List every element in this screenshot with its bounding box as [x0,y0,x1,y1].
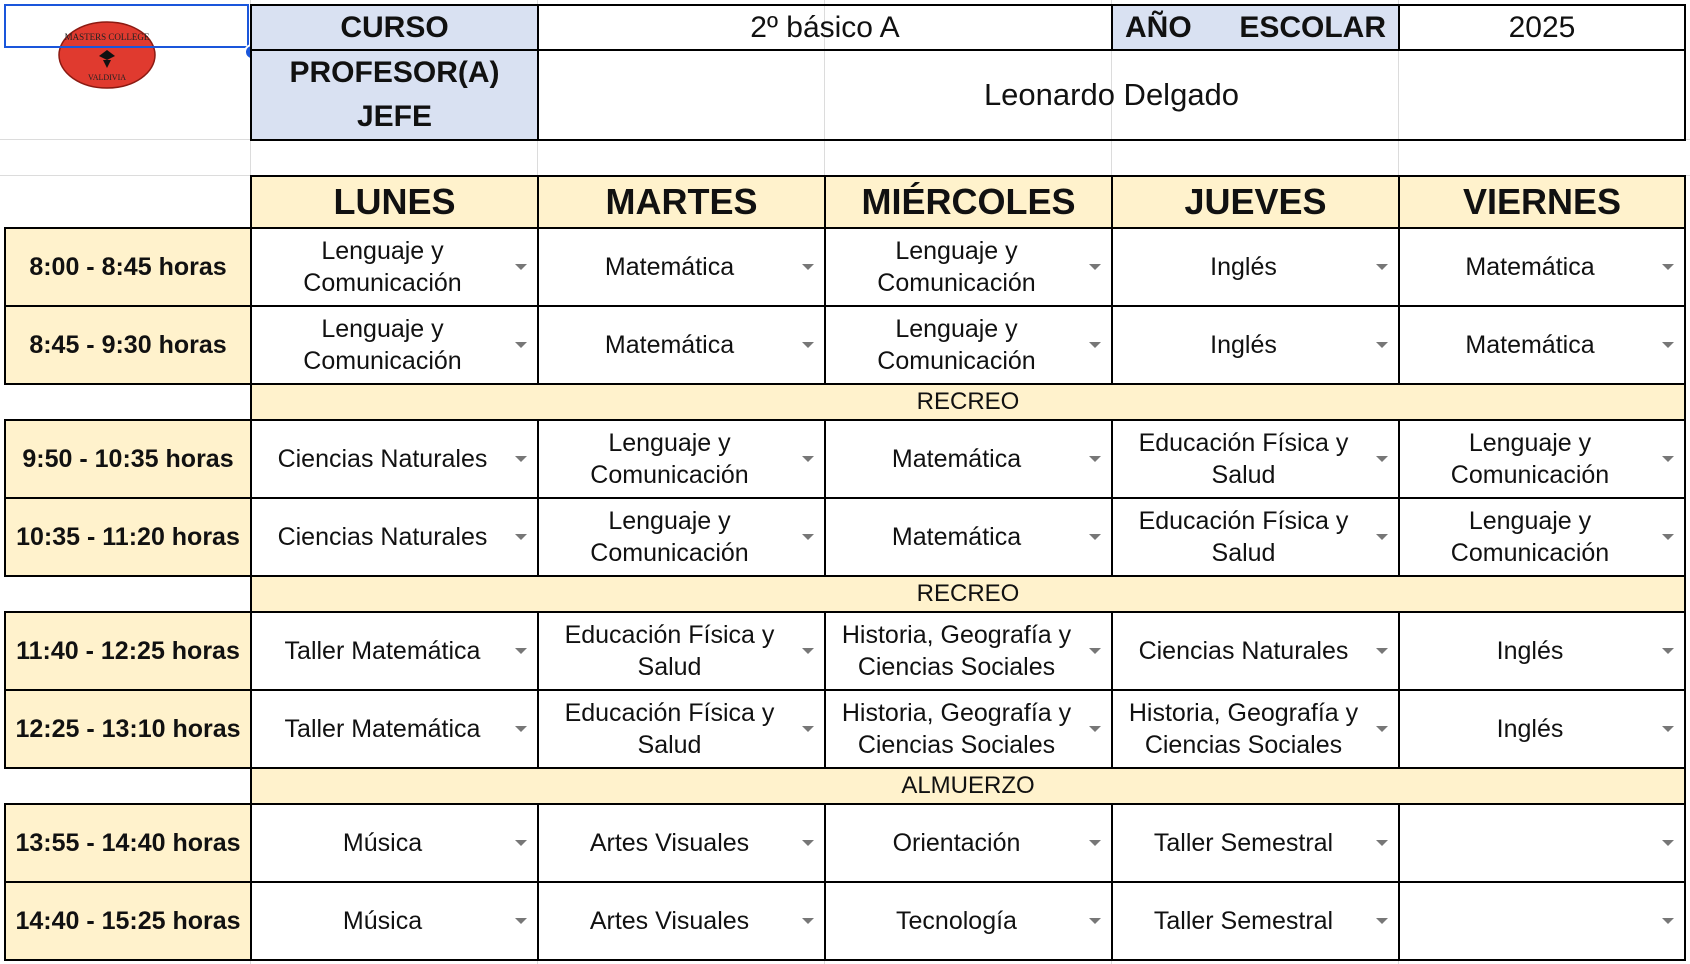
break-band: ALMUERZO [250,767,1686,805]
subject-dropdown[interactable] [250,227,539,307]
subject-dropdown[interactable] [1111,497,1400,577]
subject-label: Ciencias Naturales [277,445,488,473]
dropdown-arrow-icon[interactable] [515,264,527,270]
dropdown-arrow-icon[interactable] [1376,534,1388,540]
dropdown-arrow-icon[interactable] [1662,918,1674,924]
dropdown-arrow-icon[interactable] [515,534,527,540]
subject-label: Música [342,907,423,935]
subject-label: Tecnología [896,907,1017,935]
subject-dropdown[interactable] [1398,227,1686,307]
subject-label: Lenguaje y Comunicación [303,315,462,375]
subject-label: Educación Física y Salud [564,621,775,681]
subject-dropdown[interactable] [250,305,539,385]
dropdown-arrow-icon[interactable] [1089,840,1101,846]
subject-dropdown[interactable] [1111,611,1400,691]
day-header-4: VIERNES [1398,175,1686,229]
time-slot: 12:25 - 13:10 horas [4,689,252,769]
dropdown-arrow-icon[interactable] [1376,342,1388,348]
subject-label: Matemática [891,523,1022,551]
dropdown-arrow-icon[interactable] [1376,726,1388,732]
subject-dropdown[interactable] [537,881,826,961]
time-slot: 13:55 - 14:40 horas [4,803,252,883]
subject-dropdown[interactable] [537,611,826,691]
subject-label: Lenguaje y Comunicación [1450,429,1610,489]
subject-label: Taller Matemática [284,637,481,665]
dropdown-arrow-icon[interactable] [802,918,814,924]
subject-dropdown[interactable] [1111,227,1400,307]
subject-dropdown[interactable] [824,881,1113,961]
subject-dropdown[interactable] [824,497,1113,577]
dropdown-arrow-icon[interactable] [1089,648,1101,654]
subject-label: Educación Física y Salud [1138,507,1349,567]
subject-dropdown[interactable] [537,497,826,577]
subject-dropdown[interactable] [537,803,826,883]
dropdown-arrow-icon[interactable] [1662,726,1674,732]
time-slot: 10:35 - 11:20 horas [4,497,252,577]
subject-dropdown[interactable] [1398,305,1686,385]
break-band: RECREO [250,575,1686,613]
subject-dropdown[interactable] [250,689,539,769]
cell-selection [4,4,249,48]
subject-label: Lenguaje y Comunicación [590,507,749,567]
dropdown-arrow-icon[interactable] [802,648,814,654]
dropdown-arrow-icon[interactable] [802,264,814,270]
dropdown-arrow-icon[interactable] [1089,918,1101,924]
dropdown-arrow-icon[interactable] [802,342,814,348]
subject-label: Lenguaje y Comunicación [590,429,749,489]
subject-label: Lenguaje y Comunicación [1450,507,1610,567]
time-slot: 11:40 - 12:25 horas [4,611,252,691]
dropdown-arrow-icon[interactable] [1089,342,1101,348]
dropdown-arrow-icon[interactable] [1089,534,1101,540]
anio-label: AÑO ESCOLAR [1111,4,1400,51]
profesor-label: PROFESOR(A) JEFE [250,49,539,141]
dropdown-arrow-icon[interactable] [1662,456,1674,462]
subject-dropdown[interactable] [1398,881,1686,961]
subject-label: Historia, Geografía y Ciencias Sociales [1128,699,1359,759]
subject-label: Inglés [1496,637,1564,665]
subject-label: Educación Física y Salud [1138,429,1349,489]
dropdown-arrow-icon[interactable] [802,726,814,732]
dropdown-arrow-icon[interactable] [1089,456,1101,462]
subject-dropdown[interactable] [250,419,539,499]
subject-label: Artes Visuales [589,907,750,935]
subject-dropdown[interactable] [1111,305,1400,385]
dropdown-arrow-icon[interactable] [1376,456,1388,462]
dropdown-arrow-icon[interactable] [1376,264,1388,270]
subject-dropdown[interactable] [824,419,1113,499]
subject-dropdown[interactable] [824,227,1113,307]
subject-label: Matemática [891,445,1022,473]
subject-dropdown[interactable] [1111,803,1400,883]
dropdown-arrow-icon[interactable] [1662,264,1674,270]
subject-dropdown[interactable] [250,881,539,961]
subject-label: Artes Visuales [589,829,750,857]
logo-text-bottom: VALDIVIA [87,73,127,82]
subject-dropdown[interactable] [537,227,826,307]
subject-dropdown[interactable] [250,611,539,691]
subject-label: Música [342,829,423,857]
dropdown-arrow-icon[interactable] [1662,534,1674,540]
anio-value[interactable]: 2025 [1398,4,1686,51]
dropdown-arrow-icon[interactable] [515,726,527,732]
dropdown-arrow-icon[interactable] [515,918,527,924]
dropdown-arrow-icon[interactable] [1089,726,1101,732]
subject-label: Taller Semestral [1153,829,1334,857]
dropdown-arrow-icon[interactable] [1376,840,1388,846]
subject-label: Inglés [1210,253,1277,281]
subject-label: Historia, Geografía y Ciencias Sociales [841,699,1072,759]
subject-label: Matemática [604,253,735,281]
time-slot: 8:00 - 8:45 horas [4,227,252,307]
subject-label: Matemática [1465,331,1595,359]
time-slot: 14:40 - 15:25 horas [4,881,252,961]
subject-dropdown[interactable] [1398,497,1686,577]
dropdown-arrow-icon[interactable] [515,648,527,654]
subject-dropdown[interactable] [1111,689,1400,769]
day-header-0: LUNES [250,175,539,229]
subject-label: Matemática [604,331,735,359]
subject-label: Orientación [892,829,1021,857]
subject-dropdown[interactable] [824,803,1113,883]
subject-dropdown[interactable] [537,305,826,385]
subject-dropdown[interactable] [824,689,1113,769]
subject-dropdown[interactable] [1398,419,1686,499]
dropdown-arrow-icon[interactable] [515,456,527,462]
subject-label: Lenguaje y Comunicación [877,237,1036,297]
day-header-1: MARTES [537,175,826,229]
day-header-2: MIÉRCOLES [824,175,1113,229]
break-band: RECREO [250,383,1686,421]
subject-dropdown[interactable] [250,803,539,883]
subject-label: Educación Física y Salud [564,699,775,759]
dropdown-arrow-icon[interactable] [802,456,814,462]
dropdown-arrow-icon[interactable] [802,534,814,540]
subject-label: Historia, Geografía y Ciencias Sociales [841,621,1072,681]
curso-label: CURSO [250,4,539,51]
subject-dropdown[interactable] [250,497,539,577]
subject-dropdown[interactable] [537,419,826,499]
subject-label: Matemática [1465,253,1595,281]
subject-label: Ciencias Naturales [1138,637,1349,665]
subject-label: Taller Matemática [284,715,481,743]
dropdown-arrow-icon[interactable] [1376,918,1388,924]
subject-label: Lenguaje y Comunicación [877,315,1036,375]
subject-dropdown[interactable] [824,305,1113,385]
subject-label: Lenguaje y Comunicación [303,237,462,297]
subject-dropdown[interactable] [1398,803,1686,883]
day-header-3: JUEVES [1111,175,1400,229]
subject-dropdown[interactable] [1111,881,1400,961]
subject-dropdown[interactable] [1111,419,1400,499]
logo-text-top: MASTERS COLLEGE [64,32,150,42]
subject-dropdown[interactable] [1398,611,1686,691]
dropdown-arrow-icon[interactable] [515,840,527,846]
curso-value[interactable]: 2º básico A [537,4,1113,51]
time-slot: 8:45 - 9:30 horas [4,305,252,385]
profesor-value[interactable]: Leonardo Delgado [537,49,1686,141]
dropdown-arrow-icon[interactable] [1662,648,1674,654]
dropdown-arrow-icon[interactable] [1662,840,1674,846]
subject-dropdown[interactable] [824,611,1113,691]
dropdown-arrow-icon[interactable] [802,840,814,846]
dropdown-arrow-icon[interactable] [1662,342,1674,348]
dropdown-arrow-icon[interactable] [1376,648,1388,654]
subject-dropdown[interactable] [537,689,826,769]
subject-label: Ciencias Naturales [277,523,488,551]
subject-label: Taller Semestral [1153,907,1334,935]
subject-label: Inglés [1496,715,1564,743]
subject-label: Inglés [1210,331,1277,359]
time-slot: 9:50 - 10:35 horas [4,419,252,499]
dropdown-arrow-icon[interactable] [515,342,527,348]
subject-dropdown[interactable] [1398,689,1686,769]
dropdown-arrow-icon[interactable] [1089,264,1101,270]
